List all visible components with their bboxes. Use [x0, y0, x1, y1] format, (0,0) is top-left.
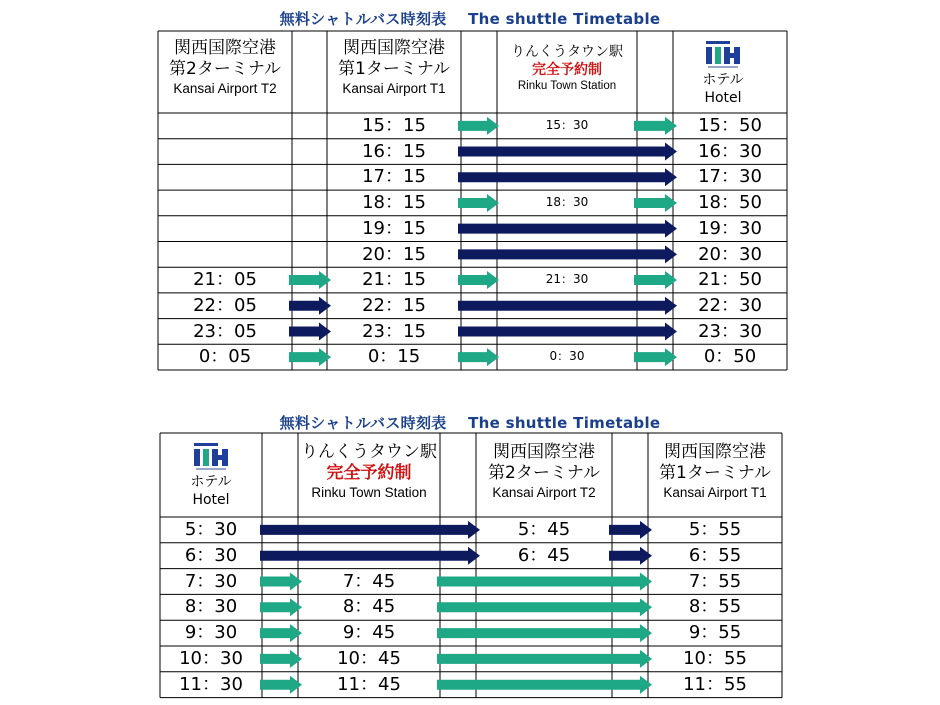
table1-header-rinku: [497, 44, 637, 93]
time-cell: 5：30: [184, 519, 238, 540]
arrow-right-icon: [260, 624, 302, 642]
arrow-right-icon: [458, 168, 677, 186]
arrow-right-icon: [437, 676, 652, 694]
header-line1: ホテル: [190, 474, 232, 490]
arrow-right-icon: [458, 143, 677, 161]
time-cell: 10：30: [179, 648, 243, 669]
time-cell: 0：30: [549, 349, 585, 364]
header-line1: 関西国際空港: [664, 442, 766, 462]
header-line1: りんくうタウン駅: [511, 44, 623, 60]
arrow-right-icon: [437, 650, 652, 668]
table1-title-en: The shuttle Timetable: [468, 10, 661, 28]
time-cell: 16：30: [698, 140, 762, 162]
table2-header-rinku: [298, 442, 440, 501]
time-cell: 21：50: [698, 269, 762, 291]
arrow-right-icon: [634, 271, 677, 289]
header-line1: 関西国際空港: [343, 38, 445, 58]
time-cell: 10：45: [337, 648, 401, 669]
arrow-right-icon: [458, 322, 677, 340]
time-cell: 22：05: [193, 294, 257, 316]
time-cell: 6：30: [184, 544, 238, 566]
time-cell: 9：30: [184, 622, 238, 644]
arrow-right-icon: [634, 348, 677, 366]
time-cell: 20：30: [698, 243, 762, 265]
arrow-right-icon: [437, 598, 652, 616]
arrow-right-icon: [260, 650, 302, 668]
time-cell: 23：05: [193, 320, 257, 342]
table2-title-en: The shuttle Timetable: [468, 414, 661, 432]
time-cell: 23：15: [362, 320, 426, 342]
time-cell: 5：55: [688, 519, 742, 540]
time-cell: 15：15: [362, 115, 426, 136]
arrow-right-icon: [458, 297, 677, 315]
hotel-logo-icon: [673, 38, 773, 70]
time-cell: 0：15: [367, 346, 421, 368]
time-cell: 16：15: [362, 140, 426, 162]
time-cell: 20：15: [362, 243, 426, 265]
header-en: Kansai Airport T2: [173, 80, 277, 96]
time-cell: 7：30: [184, 570, 238, 592]
arrow-right-icon: [260, 598, 302, 616]
time-cell: 6：45: [517, 544, 571, 566]
reservation-only-label: 完全予約制: [532, 61, 602, 78]
header-line1: ホテル: [702, 72, 744, 88]
time-cell: 8：45: [342, 596, 396, 618]
time-cell: 17：15: [362, 166, 426, 188]
arrow-right-icon: [260, 521, 480, 539]
time-cell: 21：05: [193, 269, 257, 291]
time-cell: 11：45: [337, 673, 401, 695]
table2-header-t1: [648, 442, 782, 501]
time-cell: 19：15: [362, 217, 426, 239]
time-cell: 9：45: [342, 622, 396, 644]
time-cell: 10：55: [683, 648, 747, 669]
header-en: Kansai Airport T1: [663, 484, 767, 500]
time-cell: 6：55: [688, 544, 742, 566]
time-cell: 5：45: [517, 519, 571, 540]
arrow-right-icon: [458, 245, 677, 263]
time-cell: 22：15: [362, 294, 426, 316]
time-cell: 0：05: [198, 346, 252, 368]
header-line2: 第2ターミナル: [169, 59, 281, 80]
reservation-only-label: 完全予約制: [326, 463, 412, 484]
time-cell: 23：30: [698, 320, 762, 342]
header-line1: 関西国際空港: [493, 442, 595, 462]
time-cell: 0：50: [703, 346, 757, 368]
arrow-right-icon: [458, 271, 499, 289]
table2-header-hotel: [160, 440, 262, 509]
header-line2: 第2ターミナル: [488, 463, 600, 484]
arrow-right-icon: [289, 297, 331, 315]
arrow-right-icon: [260, 573, 302, 591]
time-cell: 19：30: [698, 217, 762, 239]
arrow-right-icon: [458, 117, 499, 135]
arrow-right-icon: [289, 322, 331, 340]
arrow-right-icon: [609, 521, 652, 539]
arrow-right-icon: [289, 348, 331, 366]
time-cell: 7：45: [342, 570, 396, 592]
arrow-right-icon: [260, 547, 480, 565]
table1-header-hotel: [673, 38, 773, 107]
table1-header-t2: [158, 38, 292, 97]
time-cell: 21：15: [362, 269, 426, 291]
arrow-right-icon: [260, 676, 302, 694]
header-en: Rinku Town Station: [517, 80, 617, 92]
arrow-right-icon: [437, 573, 652, 591]
header-en: Kansai Airport T2: [492, 484, 596, 500]
header-line2: 第1ターミナル: [659, 463, 771, 484]
time-cell: 22：30: [698, 294, 762, 316]
time-cell: 8：55: [688, 596, 742, 618]
time-cell: 21：30: [545, 272, 589, 287]
table2-title-ja: 無料シャトルバス時刻表: [279, 414, 447, 432]
header-line2: Hotel: [704, 89, 742, 106]
header-line1: りんくうタウン駅: [301, 442, 437, 462]
time-cell: 17：30: [698, 166, 762, 188]
time-cell: 11：55: [683, 673, 747, 695]
arrow-right-icon: [458, 194, 499, 212]
time-cell: 18：30: [545, 195, 589, 210]
time-cell: 15：30: [545, 118, 589, 132]
time-cell: 18：15: [362, 192, 426, 214]
header-en: Rinku Town Station: [311, 484, 427, 500]
arrow-right-icon: [634, 194, 677, 212]
time-cell: 18：50: [698, 192, 762, 214]
table1-header-t1: [327, 38, 461, 97]
header-line2: 第1ターミナル: [338, 59, 450, 80]
hotel-logo-icon: [160, 440, 262, 472]
header-en: Kansai Airport T1: [342, 80, 446, 96]
header-line2: Hotel: [192, 491, 230, 508]
arrow-right-icon: [437, 624, 652, 642]
table1-title-ja: 無料シャトルバス時刻表: [279, 10, 447, 28]
time-cell: 9：55: [688, 622, 742, 644]
time-cell: 15：50: [698, 115, 762, 136]
arrow-right-icon: [458, 348, 499, 366]
arrow-right-icon: [609, 547, 652, 565]
arrow-right-icon: [458, 220, 677, 238]
arrow-right-icon: [634, 117, 677, 135]
arrow-right-icon: [289, 271, 331, 289]
time-cell: 7：55: [688, 570, 742, 592]
time-cell: 11：30: [179, 673, 243, 695]
time-cell: 8：30: [184, 596, 238, 618]
table2-header-t2: [476, 442, 612, 501]
header-line1: 関西国際空港: [174, 38, 276, 58]
